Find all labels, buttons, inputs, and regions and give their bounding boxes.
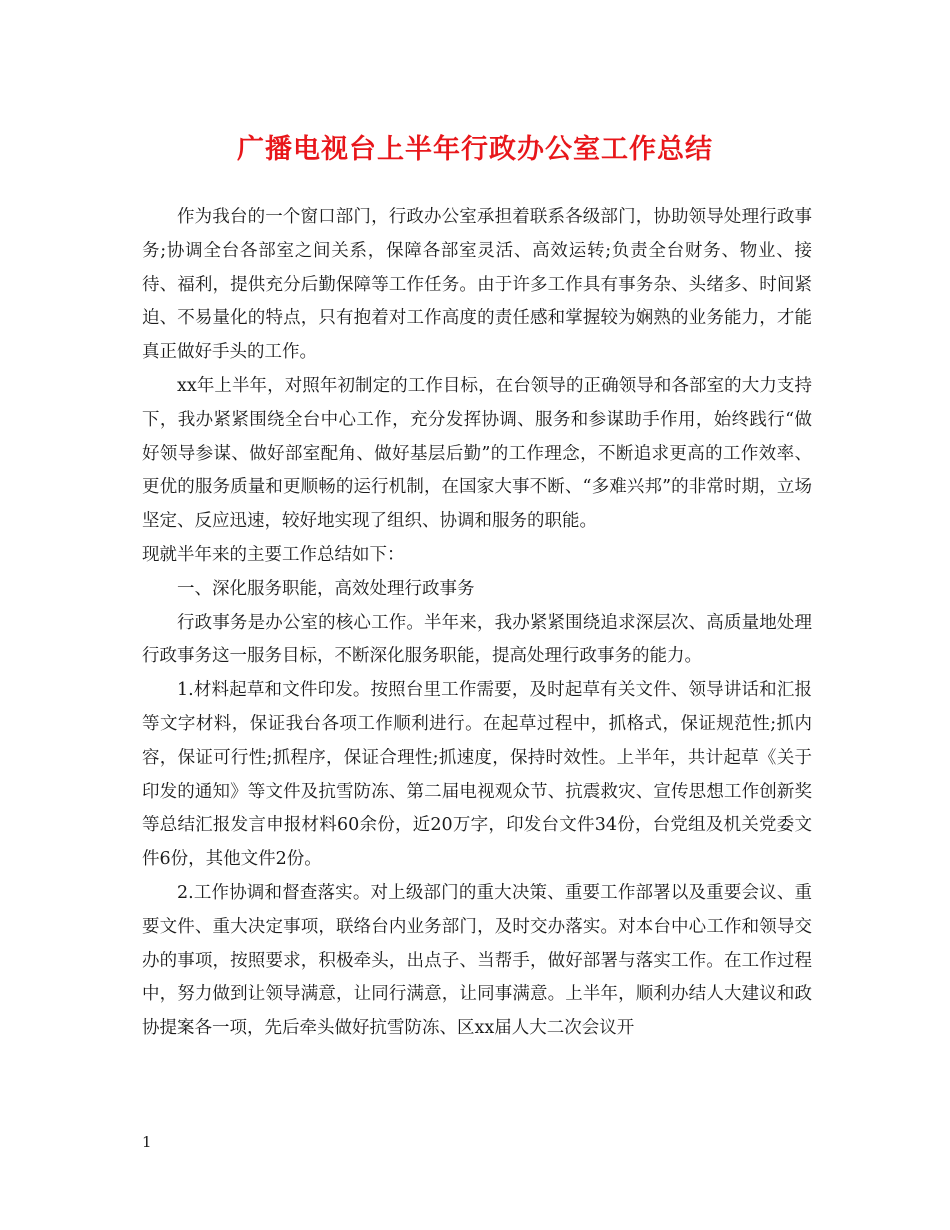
- document-body: [142, 201, 812, 1046]
- page-number: 1: [142, 1133, 152, 1151]
- paragraph: 作为我台的一个窗口部门，行政办公室承担着联系各级部门，协助领导处理行政事务;协调全台各部室之间关系，保障各部室灵活、高效运转;负责全台财务、物业、接待、福利，提供充分后勤保障等工作任务。由于许多工作具有事务杂、头绪多、时间紧迫、不易量化的特点，只有抱着对工作高度的责任感和掌握较为娴熟的业务能力，才能真正做好手头的工作。: [142, 207, 812, 363]
- paragraph: 1.材料起草和文件印发。按照台里工作需要，及时起草有关文件、领导讲话和汇报等文字材料，保证我台各项工作顺利进行。在起草过程中，抓格式，保证规范性;抓内容，保证可行性;抓程序，保证合理性;抓速度，保持时效性。上半年，共计起草《关于印发的通知》等文件及抗雪防冻、第二届电视观众节、抗震救灾、宣传思想工作创新奖等总结汇报发言申报材料60余份，近20万字，印发台文件34份，台党组及机关党委文件6份，其他文件2份。: [142, 680, 812, 870]
- paragraph: 现就半年来的主要工作总结如下：: [142, 544, 405, 565]
- section-heading: 一、深化服务职能，高效处理行政事务: [177, 578, 475, 599]
- paragraph: 行政事务是办公室的核心工作。半年来，我办紧紧围绕追求深层次、高质量地处理行政事务这一服务目标，不断深化服务职能，提高处理行政事务的能力。: [142, 612, 812, 667]
- document-title: 广播电视台上半年行政办公室工作总结: [237, 134, 713, 165]
- paragraph: 2.工作协调和督查落实。对上级部门的重大决策、重要工作部署以及重要会议、重要文件、重大决定事项，联络台内业务部门，及时交办落实。对本台中心工作和领导交办的事项，按照要求，积极牵头，出点子、当帮手，做好部署与落实工作。在工作过程中，努力做到让领导满意，让同行满意，让同事满意。上半年，顺利办结人大建议和政协提案各一项，先后牵头做好抗雪防冻、区xx届人大二次会议开: [142, 882, 812, 1039]
- paragraph: xx年上半年，对照年初制定的工作目标，在台领导的正确领导和各部室的大力支持下，我办紧紧围绕全台中心工作，充分发挥协调、服务和参谋助手作用，始终践行“做好领导参谋、做好部室配角、做好基层后勤”的工作理念，不断追求更高的工作效率、更优的服务质量和更顺畅的运行机制，在国家大事不断、“多难兴邦”的非常时期，立场坚定、反应迅速，较好地实现了组织、协调和服务的职能。: [142, 375, 812, 532]
